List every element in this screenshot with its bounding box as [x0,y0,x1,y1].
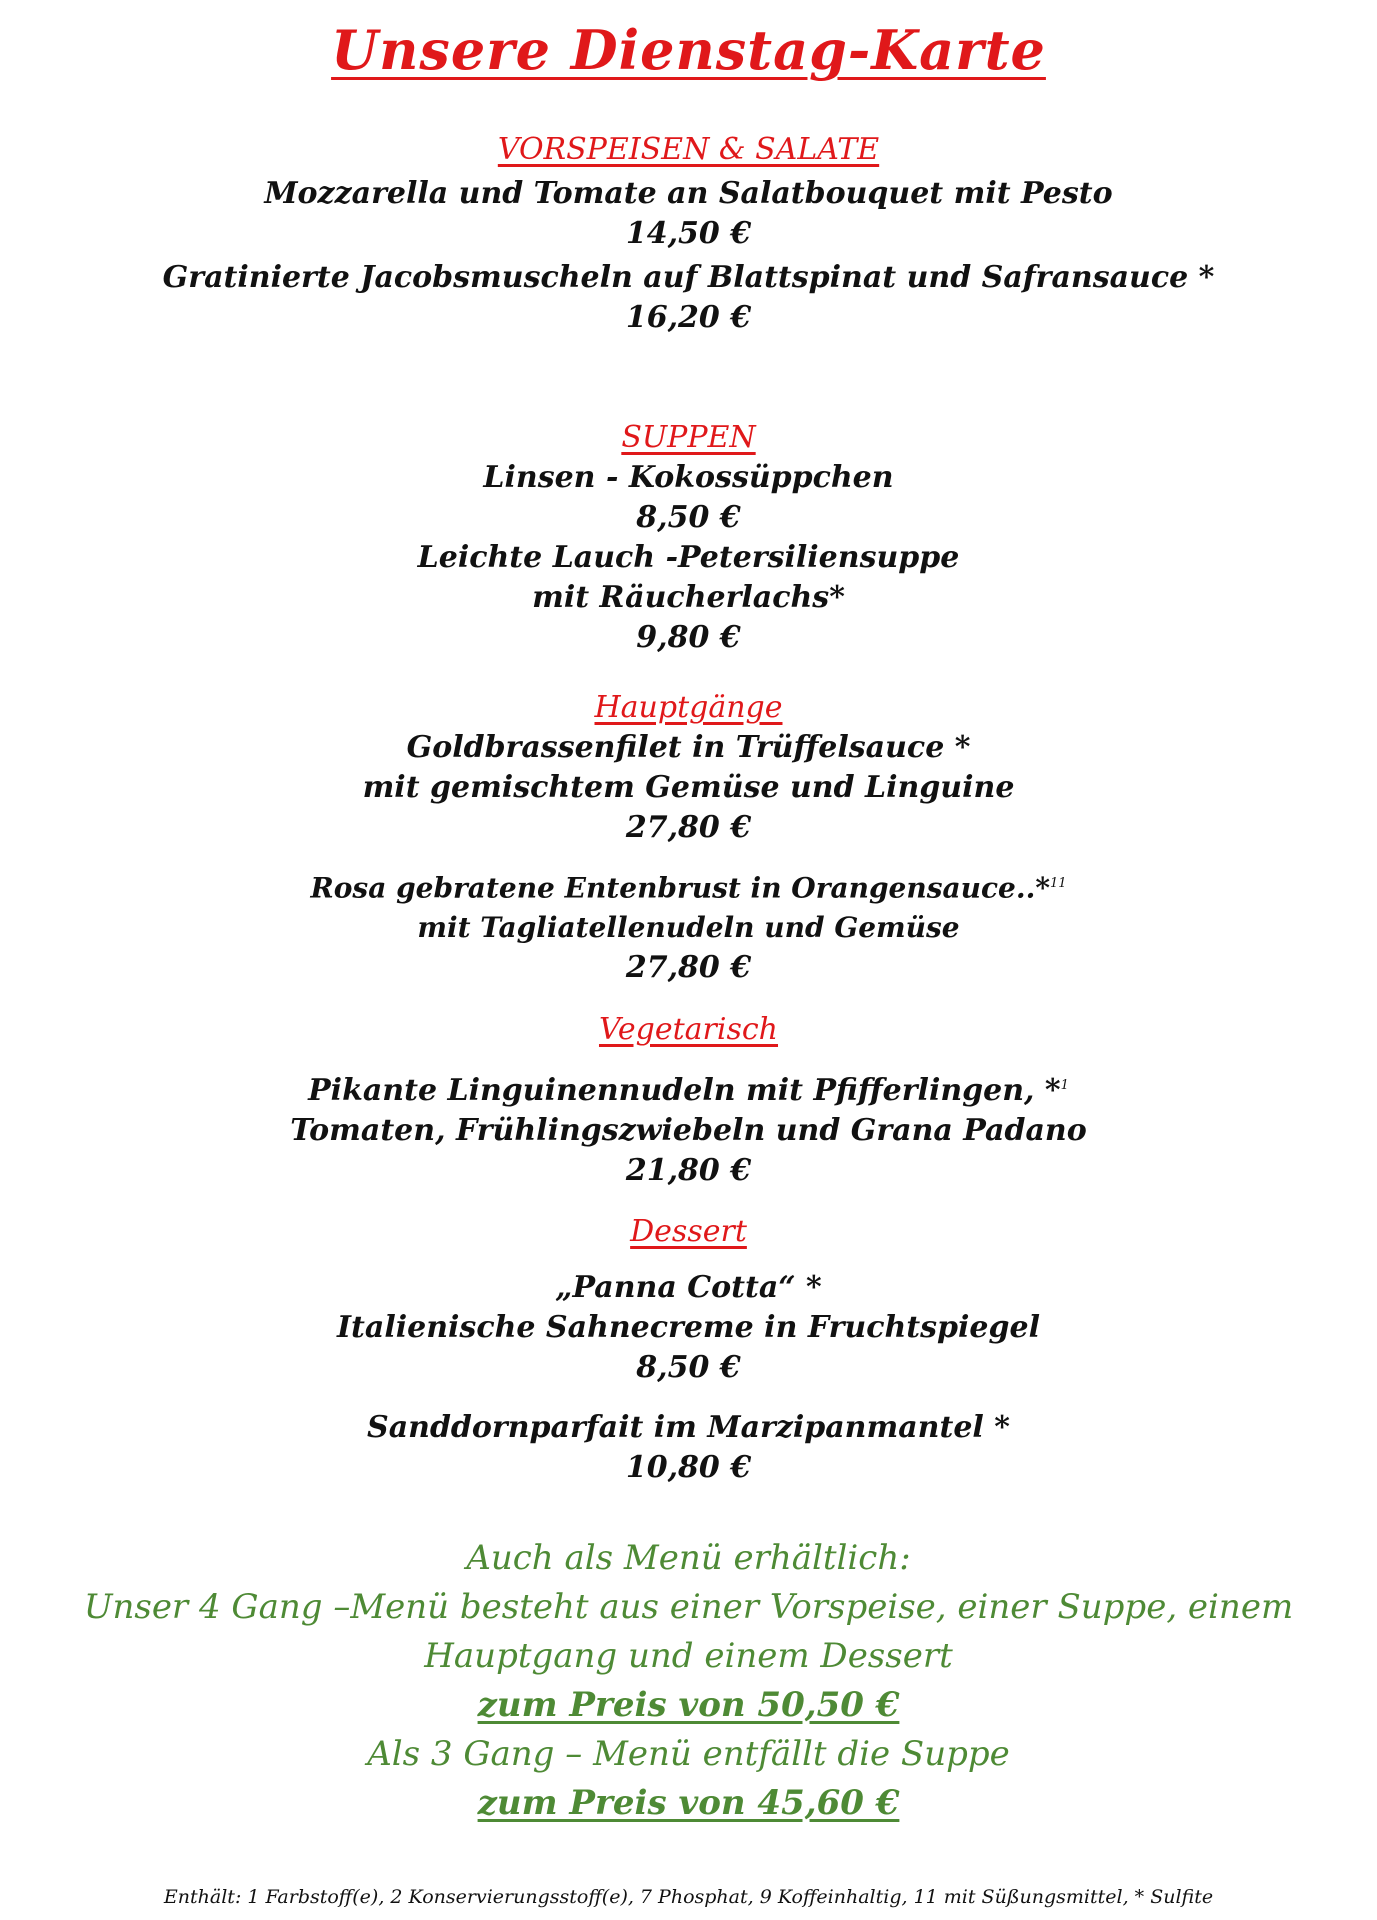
dish-price: 10,80 € [625,1450,752,1485]
menu-offer-text: Als 3 Gang – Menü entfällt die Suppe [367,1734,1010,1774]
section-heading-mains: Hauptgänge [594,690,783,725]
dish-price: 8,50 € [636,500,741,535]
section-heading-dessert: Dessert [630,1214,747,1249]
dish-price: 27,80 € [625,810,752,845]
menu-offer-price: zum Preis von 50,50 € [477,1685,900,1725]
menu-offer-price: zum Preis von 45,60 € [477,1783,900,1823]
section-vegetarian [0,1012,1377,1191]
allergen-footnote: Enthält: 1 Farbstoff(e), 2 Konservierungsstoff(e), 7 Phosphat, 9 Koffeinhaltig, 11 mit Süßungsmittel, * Sulfite [163,1886,1214,1908]
section-heading-soups: SUPPEN [621,420,756,455]
section-dessert [0,1214,1377,1488]
dish-name: Linsen - Kokossüppchen [483,460,894,495]
dish-name: „Panna Cotta“ * [555,1270,822,1305]
menu-offer-text: Hauptgang und einem Dessert [424,1636,953,1676]
dish-name-text: Rosa gebratene Entenbrust in Orangensauce..* [310,871,1050,905]
dish-name: Mozzarella und Tomate an Salatbouquet mit Pesto [264,176,1113,211]
section-starters [0,132,1377,338]
section-heading-starters: VORSPEISEN & SALATE [497,132,880,167]
dish-description: mit gemischtem Gemüse und Linguine [362,770,1015,805]
dish-name [0,864,1377,908]
menu-offer-heading: Auch als Menü erhältlich: [466,1538,911,1578]
dish-name: Leichte Lauch -Petersiliensuppe [417,540,960,575]
dish-price: 8,50 € [636,1350,741,1385]
section-soups [0,420,1377,658]
dish-price: 9,80 € [636,620,741,655]
dish-name: Gratinierte Jacobsmuscheln auf Blattspinat und Safransauce * [162,260,1215,295]
dish-description: mit Tagliatellenudeln und Gemüse [417,911,960,945]
dish-name: Sanddornparfait im Marzipanmantel * [367,1410,1010,1445]
dish-description: Italienische Sahnecreme in Fruchtspiegel [337,1310,1040,1345]
dish-price: 27,80 € [625,950,752,986]
dish-price: 16,20 € [625,300,752,335]
dish-name-text: Pikante Linguinennudeln mit Pfifferlingen, * [308,1073,1061,1108]
dish-description: Tomaten, Frühlingszwiebeln und Grana Padano [290,1113,1087,1148]
menu-offer [0,1534,1377,1828]
section-heading-vegetarian: Vegetarisch [598,1012,779,1047]
dish-price: 14,50 € [625,216,752,251]
section-mains [0,690,1377,988]
dish-name [0,1066,1377,1111]
allergen-superscript: 1 [1060,1078,1069,1093]
allergen-superscript: 11 [1049,876,1067,891]
dish-name: Goldbrassenfilet in Trüffelsauce * [406,730,971,765]
menu-offer-text: Unser 4 Gang –Menü besteht aus einer Vorspeise, einer Suppe, einem [83,1587,1294,1627]
dish-description: mit Räucherlachs* [532,580,845,615]
dish-price: 21,80 € [625,1153,752,1188]
page-title: Unsere Dienstag-Karte [331,18,1046,82]
